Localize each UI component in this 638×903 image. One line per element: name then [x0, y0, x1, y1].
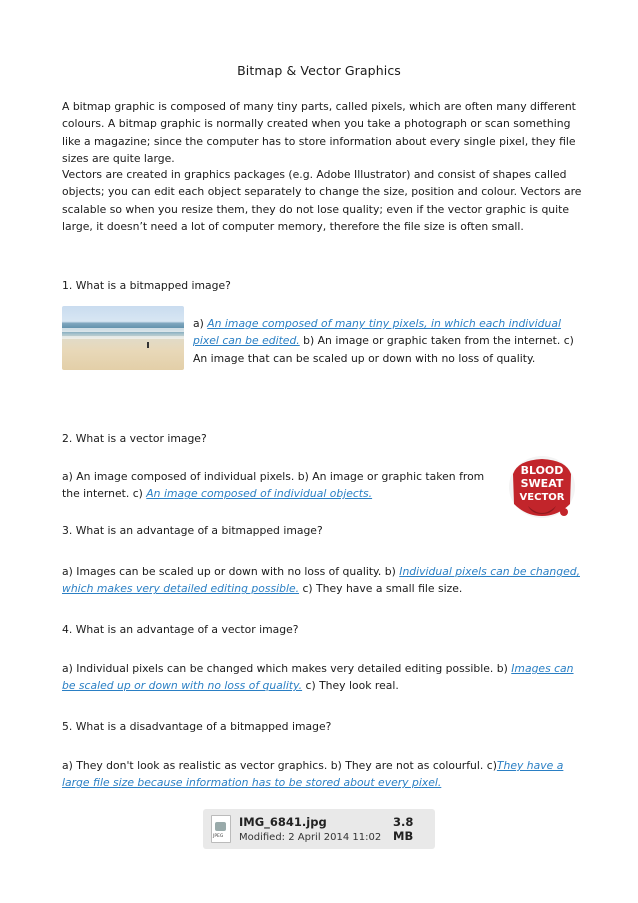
answer-5c-link[interactable]: They have a large file size because information has to be stored about every pixel. [62, 759, 564, 790]
jpeg-file-icon [211, 815, 231, 843]
question-2: 2. What is a vector image? [62, 432, 207, 445]
logo-line-2: SWEAT [520, 477, 564, 490]
answers-3 [62, 563, 582, 598]
answer-4-text: a) Individual pixels can be changed which makes very detailed editing possible. b) [62, 662, 512, 675]
answer-2-text: a) An image composed of individual pixels. b) An image or graphic taken from the internet. c) [62, 470, 485, 501]
answer-3-text: a) Images can be scaled up or down with no loss of quality. b) [62, 565, 400, 578]
answers-4 [62, 660, 582, 695]
question-4: 4. What is an advantage of a vector image? [62, 623, 299, 636]
question-1: 1. What is a bitmapped image? [62, 279, 231, 292]
logo-line-1: BLOOD [520, 464, 564, 477]
answer-2c-link[interactable]: An image composed of individual objects. [146, 487, 373, 501]
file-icon-ext: JPEG [213, 834, 224, 839]
answer-4-rest: c) They look real. [302, 679, 399, 693]
file-size: 3.8 MB [393, 815, 414, 843]
answer-3-rest: c) They have a small file size. [299, 582, 463, 596]
answer-4b-link[interactable]: Images can be scaled up or down with no loss of quality. [62, 662, 574, 693]
file-name: IMG_6841.jpg [239, 815, 327, 829]
file-info-box [203, 809, 435, 849]
answers-5 [62, 757, 582, 792]
answers-2 [62, 468, 500, 503]
answer-5-text: a) They don't look as realistic as vector graphics. b) They are not as colourful. c) [62, 759, 497, 772]
file-modified: Modified: 2 April 2014 11:02 [239, 832, 382, 843]
logo-line-3: VECTOR [519, 492, 565, 503]
question-5: 5. What is a disadvantage of a bitmapped image? [62, 720, 332, 733]
question-3: 3. What is an advantage of a bitmapped image? [62, 524, 323, 537]
answers-1 [193, 315, 583, 367]
answer-1-rest: b) An image or graphic taken from the internet. c) An image that can be scaled up or down with no loss of quality. [193, 334, 574, 365]
blood-sweat-vector-logo [508, 454, 576, 520]
answer-1a-label: a) [193, 317, 208, 330]
page-title: Bitmap & Vector Graphics [237, 63, 401, 78]
beach-photo [62, 306, 184, 370]
answer-3b-link[interactable]: Individual pixels can be changed, which makes very detailed editing possible. [62, 565, 580, 596]
vector-intro-paragraph: Vectors are created in graphics packages (e.g. Adobe Illustrator) and consist of shapes called objects; you can edit each object separately to change the size, position and colour. Vectors are scalable so when you resize them, they do not lose quality; even if the vector graphic is quite large, it doesn’t need a lot of computer memory, therefore the file size is often small. [62, 168, 582, 234]
answer-1a-link[interactable]: An image composed of many tiny pixels, in which each individual pixel can be edited. [193, 317, 561, 348]
bitmap-intro-paragraph: A bitmap graphic is composed of many tiny parts, called pixels, which are often many different colours. A bitmap graphic is normally created when you take a photograph or scan something like a magazine; since the computer has to store information about every single pixel, they file sizes are quite large. [62, 100, 576, 166]
